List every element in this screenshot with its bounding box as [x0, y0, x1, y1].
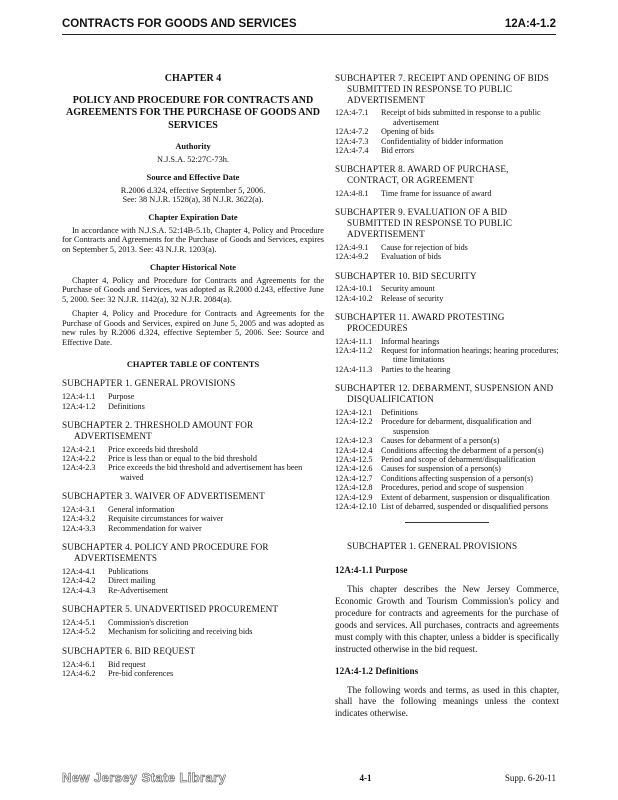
toc-section-number: 12A:4-11.2 [335, 346, 373, 356]
toc-section-title: Publications [108, 566, 149, 576]
toc-section-number: 12A:4-12.7 [335, 473, 373, 483]
toc-section-title: Security amount [381, 284, 435, 294]
toc-section-entry [62, 402, 324, 411]
toc-section-entry [335, 408, 559, 417]
toc-subchapter-title: SUBCHAPTER 9. EVALUATION OF A BID SUBMITTED IN RESPONSE TO PUBLIC ADVERTISEMENT [335, 207, 513, 239]
divider-rule [405, 522, 489, 523]
authority-heading: Authority [175, 142, 211, 152]
source-heading: Source and Effective Date [146, 172, 240, 182]
toc-section-title: Direct mailing [108, 576, 156, 586]
toc-heading: CHAPTER TABLE OF CONTENTS [126, 359, 260, 369]
toc-section-number: 12A:4-5.2 [62, 627, 96, 637]
toc-section-title: Extent of debarment, suspension or disqualification [381, 492, 550, 502]
toc-section-entry [335, 127, 559, 136]
history-paragraph-2: Chapter 4, Policy and Procedure for Contracts and Agreements for the Purchase of Goods and Services, expired on June 5, 2005 and was adopted as new rules by R.2006 d.324, effective September 5, 2006. See: Source and Effective Date. [62, 308, 324, 347]
toc-section-entry [62, 586, 324, 595]
toc-section-number: 12A:4-10.2 [335, 293, 373, 303]
toc-section-number: 12A:4-12.6 [335, 464, 373, 474]
toc-section-title: Release of security [381, 293, 444, 303]
toc-section-entry [335, 365, 559, 374]
source-line-1: R.2006 d.324, effective September 5, 2006. [120, 185, 266, 195]
toc-section-title: Price exceeds bid threshold [108, 444, 198, 454]
history-paragraph-1: Chapter 4, Policy and Procedure for Contracts and Agreements for the Purchase of Goods and Services, was adopted as R.2000 d.243, effective June 5, 2000. See: 32 N.J.R. 1142(a), 32 N.J.R. 2084(a). [62, 275, 324, 305]
toc-section-number: 12A:4-7.2 [335, 127, 369, 137]
left-column [62, 64, 324, 678]
toc-section-number: 12A:4-3.2 [62, 514, 96, 524]
source-line-2: See: 38 N.J.R. 1528(a), 38 N.J.R. 3622(a). [122, 195, 264, 205]
toc-section-title: Pre-bid conferences [108, 668, 174, 678]
chapter-title: POLICY AND PROCEDURE FOR CONTRACTS AND AGREEMENTS FOR THE PURCHASE OF GOODS AND SERVICES [66, 94, 320, 131]
toc-section-number: 12A:4-11.3 [335, 364, 373, 374]
toc-subchapter-title: SUBCHAPTER 12. DEBARMENT, SUSPENSION AND DISQUALIFICATION [335, 383, 554, 405]
toc-section-entry [335, 337, 559, 346]
toc-section-entry [335, 464, 559, 473]
toc-section-title: Conditions affecting suspension of a person(s) [381, 473, 533, 483]
toc-section-title: Evaluation of bids [381, 252, 442, 262]
toc-section-number: 12A:4-12.3 [335, 436, 373, 446]
toc-section-title: Causes for suspension of a person(s) [381, 464, 501, 474]
right-column [335, 64, 559, 726]
toc-section-number: 12A:4-7.3 [335, 136, 369, 146]
toc-section-title: Recommendation for waiver [108, 523, 202, 533]
toc-section-entry [335, 346, 559, 365]
toc-subchapter-title: SUBCHAPTER 3. WAIVER OF ADVERTISEMENT [62, 491, 265, 502]
toc-section-number: 12A:4-7.4 [335, 145, 369, 155]
toc-section-title: Bid request [108, 659, 146, 669]
toc-section-number: 12A:4-4.1 [62, 566, 96, 576]
toc-section-title: General information [108, 505, 175, 515]
toc-section-number: 12A:4-7.1 [335, 108, 369, 118]
toc-section-title: Conditions affecting the debarment of a person(s) [381, 445, 544, 455]
toc-section-number: 12A:4-6.2 [62, 668, 96, 678]
toc-section-entry [62, 627, 324, 636]
toc-section-entry [335, 243, 559, 252]
library-watermark-logo: New Jersey State Library [62, 770, 227, 785]
toc-section-entry [335, 189, 559, 198]
toc-section-number: 12A:4-12.1 [335, 407, 373, 417]
toc-section-entry [335, 284, 559, 293]
toc-section-number: 12A:4-12.4 [335, 445, 373, 455]
toc-section-title: Definitions [381, 407, 418, 417]
header-section: 12A:4-1.2 [504, 18, 556, 30]
toc-section-title: Price exceeds the bid threshold and advertisement has been waived [108, 463, 303, 482]
toc-section-entry [335, 294, 559, 303]
toc-section-title: Purpose [108, 392, 135, 402]
toc-section-entry [62, 505, 324, 514]
toc-section-entry [335, 146, 559, 155]
toc-left-list [62, 378, 324, 678]
toc-section-number: 12A:4-12.9 [335, 492, 373, 502]
toc-section-title: Period and scope of debarment/disqualification [381, 454, 536, 464]
toc-subchapter-title: SUBCHAPTER 5. UNADVERTISED PROCUREMENT [62, 604, 279, 615]
section-text-purpose: This chapter describes the New Jersey Commerce, Economic Growth and Tourism Commission's policy and procedure for contracts and agreements for the purchase of goods and services. All purchases, contracts and agreements must comply with this chapter, unless a bidder is specifically instructed otherwise in the bid request. [335, 584, 559, 654]
toc-subchapter-title: SUBCHAPTER 1. GENERAL PROVISIONS [62, 378, 236, 389]
toc-section-number: 12A:4-4.2 [62, 576, 96, 586]
toc-section-number: 12A:4-9.2 [335, 252, 369, 262]
toc-section-number: 12A:4-2.2 [62, 454, 96, 464]
toc-section-number: 12A:4-10.1 [335, 284, 373, 294]
chapter-number: CHAPTER 4 [164, 73, 222, 84]
toc-section-number: 12A:4-11.1 [335, 336, 373, 346]
expiration-text: In accordance with N.J.S.A. 52:14B-5.1b, Chapter 4, Policy and Procedure for Contracts and Agreements for the Purchase of Goods and Services, expires on September 5, 2013. See: 43 N.J.R. 1203(a). [62, 225, 324, 255]
toc-section-entry [62, 576, 324, 585]
running-header [62, 10, 556, 35]
toc-section-number: 12A:4-2.1 [62, 444, 96, 454]
body-subchapter-title: SUBCHAPTER 1. GENERAL PROVISIONS [347, 540, 518, 551]
toc-section-entry [335, 502, 559, 511]
section-text-definitions: The following words and terms, as used in this chapter, shall have the following meanings unless the context indicates otherwise. [335, 684, 559, 719]
toc-section-entry [335, 455, 559, 464]
toc-section-entry [62, 392, 324, 401]
supplement-date: Supp. 6-20-11 [504, 772, 556, 783]
toc-section-number: 12A:4-3.3 [62, 523, 96, 533]
toc-section-entry [62, 618, 324, 627]
history-heading: Chapter Historical Note [150, 262, 236, 272]
toc-section-entry [335, 252, 559, 261]
toc-section-entry [62, 514, 324, 523]
toc-section-title: Opening of bids [381, 127, 434, 137]
toc-section-entry [335, 474, 559, 483]
toc-subchapter-title: SUBCHAPTER 6. BID REQUEST [62, 645, 196, 656]
toc-section-number: 12A:4-12.10 [335, 502, 377, 512]
toc-section-title: Parties to the hearing [381, 364, 451, 374]
toc-section-entry [335, 446, 559, 455]
toc-section-title: Requisite circumstances for waiver [108, 514, 224, 524]
toc-section-number: 12A:4-1.1 [62, 392, 96, 402]
toc-section-entry [335, 108, 559, 127]
toc-section-title: Receipt of bids submitted in response to a public advertisement [381, 108, 541, 127]
header-title: CONTRACTS FOR GOODS AND SERVICES [62, 18, 297, 30]
toc-section-title: Commission's discretion [108, 617, 189, 627]
toc-section-title: Confidentiality of bidder information [381, 136, 504, 146]
toc-section-entry [62, 567, 324, 576]
toc-section-entry [335, 493, 559, 502]
toc-section-number: 12A:4-5.1 [62, 617, 96, 627]
toc-subchapter-title: SUBCHAPTER 10. BID SECURITY [335, 270, 477, 281]
toc-section-title: List of debarred, suspended or disqualified persons [381, 502, 549, 512]
toc-section-entry [62, 454, 324, 463]
toc-subchapter-title: SUBCHAPTER 8. AWARD OF PURCHASE, CONTRACT, OR AGREEMENT [335, 164, 509, 186]
toc-section-number: 12A:4-1.2 [62, 401, 96, 411]
toc-section-title: Causes for debarment of a person(s) [381, 436, 500, 446]
toc-section-entry [335, 417, 559, 436]
toc-section-number: 12A:4-12.8 [335, 483, 373, 493]
toc-section-entry [335, 137, 559, 146]
toc-section-number: 12A:4-9.1 [335, 242, 369, 252]
section-heading-purpose: 12A:4-1.1 Purpose [335, 565, 408, 576]
page-footer [62, 770, 556, 785]
toc-subchapter-title: SUBCHAPTER 4. POLICY AND PROCEDURE FOR ADVERTISEMENTS [62, 542, 269, 564]
toc-section-number: 12A:4-6.1 [62, 659, 96, 669]
toc-section-entry [62, 660, 324, 669]
toc-section-title: Informal hearings [381, 336, 440, 346]
toc-section-entry [62, 524, 324, 533]
page-number: 4-1 [359, 772, 372, 783]
toc-section-number: 12A:4-3.1 [62, 505, 96, 515]
toc-subchapter-title: SUBCHAPTER 7. RECEIPT AND OPENING OF BIDS SUBMITTED IN RESPONSE TO PUBLIC ADVERTISEMENT [335, 73, 549, 105]
toc-section-title: Procedure for debarment, disqualification and suspension [381, 417, 532, 436]
toc-section-title: Bid errors [381, 145, 414, 155]
toc-section-title: Re-Advertisement [108, 585, 169, 595]
section-heading-definitions: 12A:4-1.2 Definitions [335, 665, 419, 676]
toc-section-title: Price is less than or equal to the bid threshold [108, 454, 257, 464]
toc-section-title: Cause for rejection of bids [381, 242, 468, 252]
toc-section-number: 12A:4-12.5 [335, 454, 373, 464]
toc-section-title: Definitions [108, 401, 145, 411]
authority-text: N.J.S.A. 52:27C-73h. [157, 155, 229, 165]
toc-section-title: Time frame for issuance of award [381, 188, 492, 198]
toc-section-entry [62, 669, 324, 678]
toc-subchapter-title: SUBCHAPTER 2. THRESHOLD AMOUNT FOR ADVERTISEMENT [62, 420, 254, 441]
toc-section-number: 12A:4-4.3 [62, 585, 96, 595]
toc-section-number: 12A:4-12.2 [335, 417, 373, 427]
toc-section-number: 12A:4-2.3 [62, 463, 96, 473]
toc-right-list [335, 73, 559, 512]
toc-section-entry [62, 445, 324, 454]
toc-section-title: Procedures, period and scope of suspension [381, 483, 524, 493]
toc-section-entry [335, 436, 559, 445]
toc-section-number: 12A:4-8.1 [335, 188, 369, 198]
expiration-heading: Chapter Expiration Date [148, 212, 238, 222]
toc-section-title: Request for information hearings; hearing procedures; time limitations [381, 346, 559, 365]
toc-section-entry [62, 463, 324, 482]
toc-section-entry [335, 483, 559, 492]
toc-section-title: Mechanism for soliciting and receiving bids [108, 627, 253, 637]
toc-subchapter-title: SUBCHAPTER 11. AWARD PROTESTING PROCEDURES [335, 312, 505, 333]
